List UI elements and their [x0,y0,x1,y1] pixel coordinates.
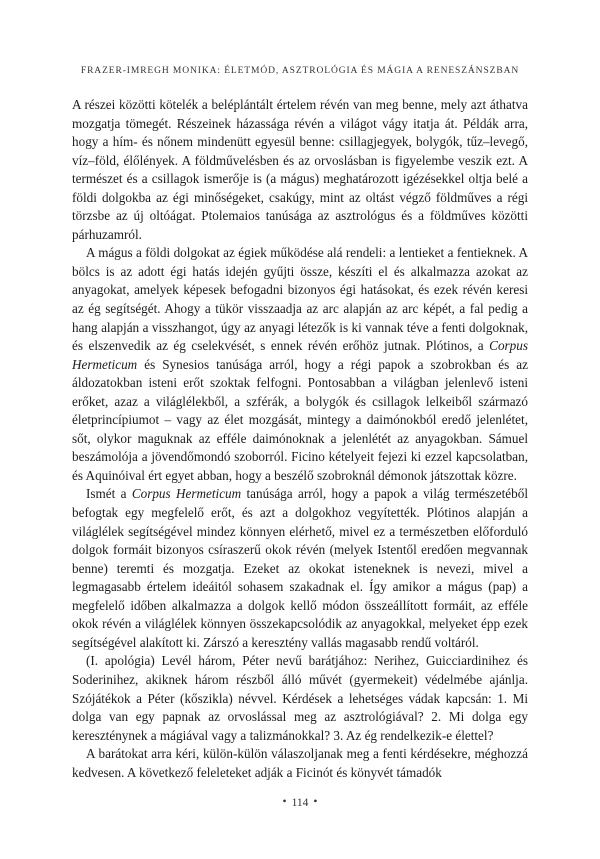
page-number: 114 [291,797,309,809]
body-text [72,96,528,782]
bullet-ornament-icon: • [313,796,318,808]
paragraph: A részei közötti kötelék a beléplántált értelem révén van meg benne, mely azt áthatva mozgatja tömegét. Részeinek házassága révén a világot vágy itatja át. Példák arra, hogy a hím- és nőnem mindenütt egyesül benne: csillagjegyek, bolygók, tűz–levegő, víz–föld, élőlények. A földművelésben és az orvoslásban is figyelembe veszik ezt. A természet és a csillagok ismerője is (a mágus) meghatározott igézésekkel oltja belé a földi dolgokba az égi minőségeket, csakúgy, mint az oltást végző földműves a régi törzsbe az új oltóágat. Ptolemaios tanúsága az asztrológus és a földműves közötti párhuzamról. [72,97,528,242]
work-title: Corpus Hermeticum [131,486,242,502]
page-number-footer [0,797,600,809]
paragraph: (I. apológia) Levél három, Péter nevű barátjához: Nerihez, Guicciardinihez és Soderinihez, akiknek három részből álló művét (gyermekeit) védelmébe ajánlja. Szójátékok a Péter (kőszikla) névvel. Kérdések a lehetséges vádak kapcsán: 1. Mi dolga van egy papnak az orvoslással meg az asztrológiával? 2. Mi dolga egy kereszténynek a mágiával vagy a talizmánokkal? 3. Az ég rendelkezik-e élettel? [72,653,528,743]
paragraph: Ismét a Corpus Hermeticum tanúsága arról, hogy a papok a világ természetéből befogtak egy megfelelő erőt, és azt a dolgokhoz vegyítették. Plótinos alapján a világlélek segítségével mindez könnyen elérhető, mivel ez a természetben előforduló dolgok formáit bizonyos csíraszerű okok révén (melyek Istentől eredően megvannak benne) teremti és mozgatja. Ezeket az okokat isteneknek is nevezi, mivel a legmagasabb értelem ideáitól sohasem szakadnak el. Így amikor a mágus (pap) a megfelelő időben alkalmazza a dolgok kellő módon összeállított formáit, az efféle okok révén a világlélek könnyen összekapcsolódik az anyagokkal, melyeket épp ezek segítségével alakított ki. Zárszó a keresztény vallás magasabb rendű voltáról. [72,486,529,650]
work-title: Corpus Hermeticum [72,338,528,372]
running-head: FRAZER-IMREGH MONIKA: ÉLETMÓD, ASZTROLÓGIA ÉS MÁGIA A RENESZÁNSZBAN [80,66,520,76]
paragraph: A mágus a földi dolgokat az égiek működése alá rendeli: a lentieket a fentieknek. A bölcs is az adott égi hatás idején gyűjti össze, készíti el és alkalmazza azokat az anyagokat, amelyek képesek befogadni bizonyos égi hatásokat, és ezek révén keresi az ég segítségét. Ahogy a tükör visszaadja az arc alapján az arc képét, a fal pedig a hang alapján a visszhangot, úgy az anyagi létezők is ki vannak téve a fenti dolgoknak, és elszenvedik az ég cselekvését, s ennek révén erőhöz jutnak. Plótinos, a Corpus Hermeticum és Synesios tanúsága arról, hogy a régi papok a szobrokban és az áldozatokban isteni erőt szoktak felfogni. Pontosabban a világban jelenlevő isteni erőket, azaz a világlélekből, a szférák, a bolygók és csillagok lelkeiből származó életprincípiumot – vagy az élet mozgását, mintegy a daimónokból eredő jelenlétet, sőt, olykor maguknak az efféle daimónoknak a jelenlétét az anyagokban. Sámuel beszámolója a jövendőmondó szoborról. Ficino kételyeit fejezi ki ezzel kapcsolatban, és Aquinóival ért egyet abban, hogy a beszélő szobroknál démonok játszottak közre. [72,245,528,483]
bullet-ornament-icon: • [282,796,287,808]
paragraph: A barátokat arra kéri, külön-külön válaszoljanak meg a fenti kérdésekre, méghozzá kedvesen. A következő feleleteket adják a Ficinót és könyvét támadók [72,746,528,780]
